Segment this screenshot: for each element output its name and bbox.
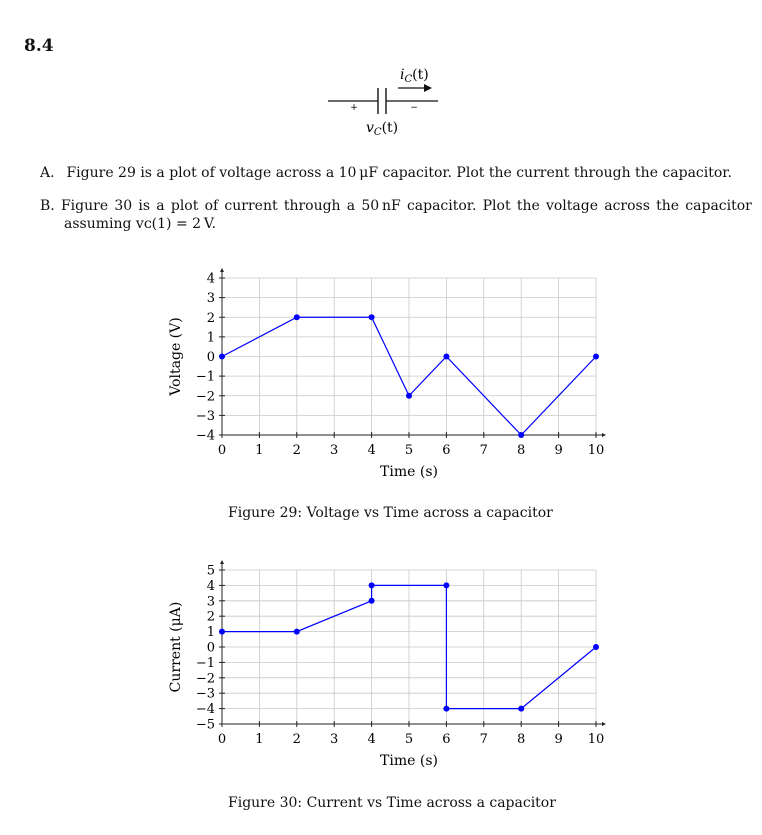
x-tick-label: 10 <box>587 443 605 458</box>
x-tick-label: 5 <box>404 443 414 458</box>
word: a <box>346 198 356 214</box>
word: capacitor. <box>406 198 477 214</box>
y-tick-label: −2 <box>195 389 215 405</box>
capacitor-diagram <box>320 62 450 142</box>
word: 30 <box>114 198 133 214</box>
word: across <box>604 198 650 214</box>
x-tick-label: 0 <box>217 443 227 458</box>
plus-sign: + <box>350 103 358 113</box>
data-point <box>443 706 449 712</box>
x-tick-label: 5 <box>404 732 414 747</box>
current-label: $i_C(t)$ <box>400 67 429 85</box>
y-tick-label: 2 <box>206 609 215 625</box>
data-point <box>518 432 524 438</box>
data-point <box>443 582 449 588</box>
x-axis-label: Time (s) <box>380 753 438 769</box>
word: through <box>283 198 341 214</box>
data-point <box>406 393 412 399</box>
minus-sign: − <box>410 103 418 113</box>
data-point <box>219 629 225 635</box>
x-tick-label: 10 <box>587 732 605 747</box>
grid <box>222 278 596 435</box>
x-tick-label: 9 <box>554 732 563 747</box>
y-tick-label: 1 <box>206 625 215 641</box>
data-point <box>593 354 599 360</box>
arrowhead-icon <box>424 84 432 92</box>
data-point <box>369 314 375 320</box>
current-chart <box>0 552 762 777</box>
problem-b-line1 <box>40 197 752 215</box>
x-axis-label: Time (s) <box>380 464 438 480</box>
y-tick-label: −4 <box>195 702 215 718</box>
y-tick-label: 0 <box>206 640 215 656</box>
word: the <box>516 198 540 214</box>
y-tick-label: 5 <box>206 563 215 579</box>
x-tick-label: 8 <box>517 443 526 458</box>
x-axis-arrow-icon <box>602 433 606 437</box>
figure-30-caption: Figure 30: Current vs Time across a capacitor <box>228 795 556 811</box>
y-axis-arrow-icon <box>220 268 224 272</box>
word: is <box>138 198 151 214</box>
x-axis-arrow-icon <box>602 722 606 726</box>
problem-a-label: A. <box>40 165 55 181</box>
word: capacitor <box>685 198 752 214</box>
figure-29-caption: Figure 29: Voltage vs Time across a capacitor <box>228 505 553 521</box>
x-tick-label: 6 <box>442 443 451 458</box>
y-tick-label: 2 <box>206 310 215 326</box>
y-tick-label: 1 <box>206 330 215 346</box>
x-tick-label: 4 <box>367 732 376 747</box>
problem-b-label: B. <box>40 198 55 214</box>
y-tick-label: 3 <box>206 594 215 610</box>
voltage-label: $v_C(t)$ <box>366 120 399 138</box>
problem-b <box>40 197 752 233</box>
y-axis-arrow-icon <box>220 560 224 564</box>
data-point <box>518 706 524 712</box>
y-tick-label: −3 <box>195 686 215 702</box>
grid <box>222 570 596 724</box>
y-tick-label: −3 <box>195 408 215 424</box>
x-tick-label: 2 <box>292 443 301 458</box>
y-tick-label: −1 <box>195 655 215 671</box>
word: current <box>224 198 278 214</box>
x-tick-label: 9 <box>554 443 563 458</box>
data-point <box>294 314 300 320</box>
data-point <box>369 598 375 604</box>
x-tick-label: 1 <box>255 443 264 458</box>
x-tick-label: 7 <box>479 443 488 458</box>
x-tick-label: 3 <box>330 443 339 458</box>
x-tick-label: 3 <box>330 732 339 747</box>
data-point <box>294 629 300 635</box>
x-tick-label: 1 <box>255 732 264 747</box>
y-tick-label: 4 <box>206 578 215 594</box>
x-tick-label: 2 <box>292 732 301 747</box>
word: voltage <box>545 198 599 214</box>
word: Figure <box>60 198 109 214</box>
y-axis-label: Current (μA) <box>168 601 184 693</box>
x-tick-label: 8 <box>517 732 526 747</box>
y-tick-label: 3 <box>206 291 215 307</box>
y-tick-label: 4 <box>206 271 215 287</box>
word: a <box>156 198 165 214</box>
x-tick-label: 7 <box>479 732 488 747</box>
problem-a <box>40 164 740 182</box>
word: the <box>656 198 680 214</box>
word: of <box>204 198 219 214</box>
data-point <box>443 354 449 360</box>
voltage-chart <box>0 260 762 480</box>
word: Plot <box>482 198 511 214</box>
x-tick-label: 0 <box>217 732 227 747</box>
word: plot <box>170 198 199 214</box>
problem-a-text: Figure 29 is a plot of voltage across a 10 μF capacitor. Plot the current through the capacitor. <box>66 165 732 181</box>
data-point <box>369 582 375 588</box>
data-point <box>593 644 599 650</box>
section-number: 8.4 <box>24 36 54 56</box>
word: 50 nF <box>361 198 401 214</box>
x-tick-label: 6 <box>442 732 451 747</box>
y-tick-label: 0 <box>206 350 215 365</box>
problem-b-line2: assuming vᴄ(1) = 2 V. <box>64 216 216 232</box>
y-tick-label: −1 <box>195 369 215 385</box>
y-tick-label: −5 <box>195 717 215 733</box>
x-tick-label: 4 <box>367 443 376 458</box>
y-tick-label: −2 <box>195 671 215 687</box>
data-point <box>219 354 225 360</box>
y-axis-label: Voltage (V) <box>168 317 184 396</box>
y-tick-label: −4 <box>195 428 215 444</box>
